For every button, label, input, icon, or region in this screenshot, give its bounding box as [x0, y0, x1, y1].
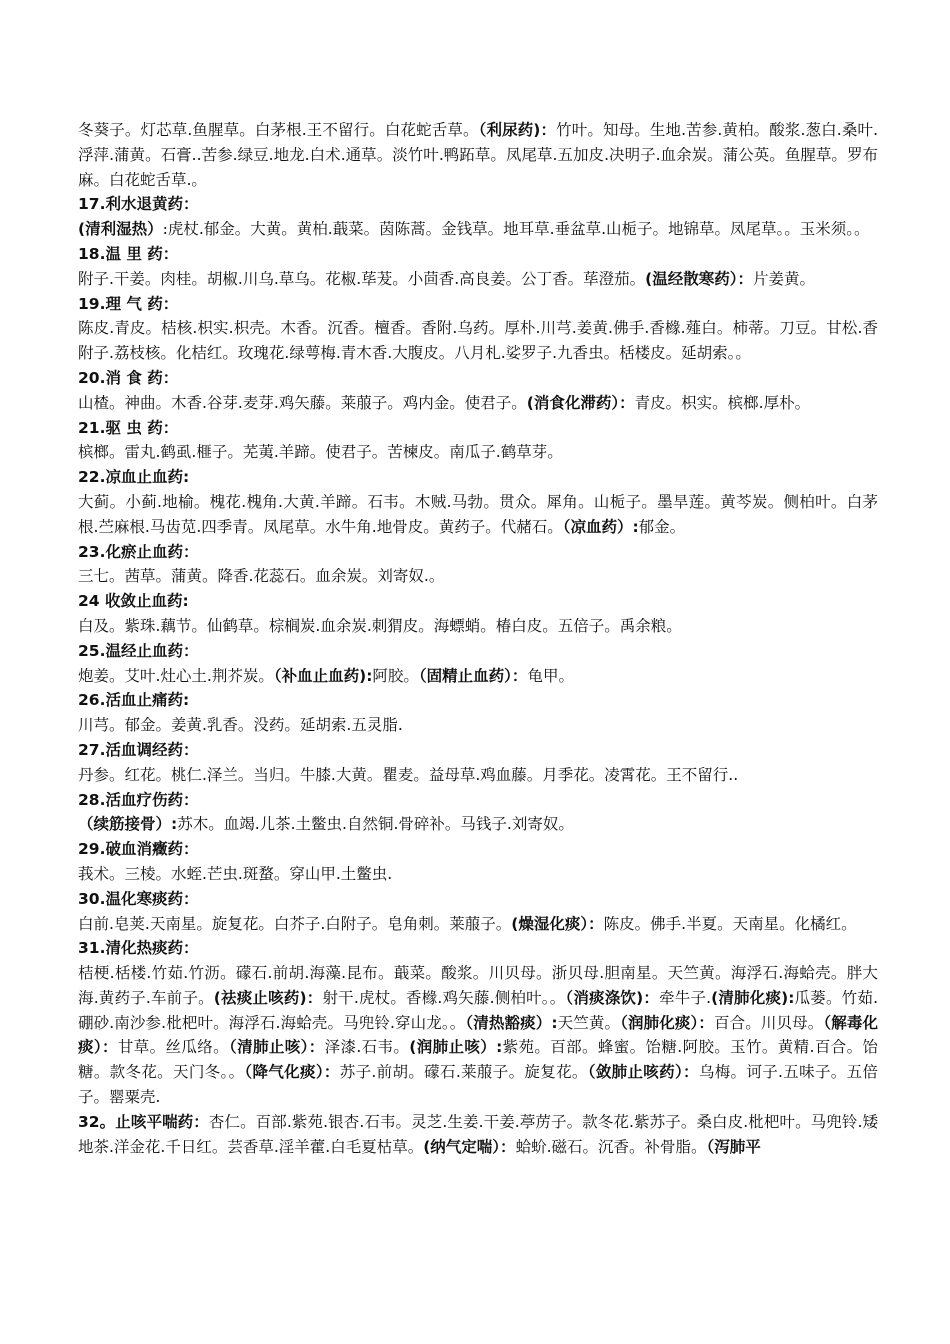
- body-text: 乌梅。诃子.五味子。五倍子。罂粟壳.: [78, 1063, 878, 1107]
- body-text: 丹参。红花。桃仁.泽兰。当归。牛膝.大黄。瞿麦。益母草.鸡血藤。月季花。凌霄花。王不留行..: [78, 765, 739, 784]
- section-body: [78, 812, 878, 837]
- section-heading: 19.理 气 药：: [78, 294, 179, 313]
- body-text: 蛤蚧.磁石。沉香。补骨脂。: [515, 1137, 707, 1156]
- bold-term: 32。止咳平喘药：: [78, 1112, 209, 1131]
- section-body: [78, 564, 878, 589]
- body-text: 龟甲。: [527, 666, 574, 685]
- section-body: [78, 713, 878, 738]
- body-text: :虎杖.郁金。大黄。黄柏.蕺菜。茵陈蒿。金钱草。地耳草.垂盆草.山栀子。地锦草。凤尾草。。玉米须。。: [162, 220, 870, 239]
- section-heading: 22.凉血止血药:: [78, 468, 190, 487]
- section-body: [78, 763, 878, 788]
- bold-term: （消痰涤饮)：: [565, 988, 660, 1007]
- body-text: 紫苑。百部。蜂蜜。饴糖.阿胶。玉竹。黄精.百合。饴糖。款冬花。天门冬。。: [78, 1038, 878, 1082]
- body-text: 郁金。: [638, 517, 686, 536]
- bold-term: （续筋接骨）:: [78, 815, 178, 834]
- body-text: 白前.皂荚.天南星。旋复花。白芥子.白附子。皂角刺。莱菔子。: [78, 914, 512, 933]
- section-body: [78, 217, 878, 242]
- section-heading: 24 收敛止血药:: [78, 592, 189, 611]
- section-body: [78, 490, 878, 540]
- body-text: 苏子.前胡。礞石.莱菔子。旋复花。: [339, 1063, 588, 1082]
- bold-term: （清热豁痰）:: [465, 1013, 558, 1032]
- body-text: 山楂。神曲。木香.谷芽.麦芽.鸡矢藤。莱菔子。鸡内金。使君子。: [78, 393, 527, 412]
- section-body: [78, 1110, 878, 1160]
- body-text: 陈皮。佛手.半夏。天南星。化橘红。: [603, 914, 857, 933]
- bold-term: （利尿药)：: [478, 121, 557, 139]
- body-text: 泽漆.石韦。: [324, 1038, 410, 1057]
- section-heading: 29.破血消癥药：: [78, 840, 199, 859]
- body-text: 附子.干姜。肉桂。胡椒.川乌.草乌。花椒.荜茇。小茴香.高良姜。公丁香。荜澄茄。: [78, 269, 646, 288]
- body-text: 天竺黄。: [557, 1013, 621, 1032]
- bold-term: (清利湿热）: [78, 220, 163, 239]
- body-text: 冬葵子。灯芯草.鱼腥草。白茅根.王不留行。白花蛇舌草。: [78, 121, 479, 139]
- body-text: 瓜蒌。竹茹.硼砂.南沙参.枇杷叶。海浮石.海蛤壳。马兜铃.穿山龙。。: [78, 988, 878, 1032]
- bold-term: （固精止血药）：: [418, 666, 528, 685]
- section-body: [78, 118, 878, 192]
- section-body: [78, 316, 878, 366]
- body-text: 竹叶。知母。生地.苦参.黄柏。酸浆.葱白.桑叶.浮萍.蒲黄。石膏..苦参.绿豆.地龙.白术.通草。淡竹叶.鸭跖草。凤尾草.五加皮.决明子.血余炭。蒲公英。鱼腥草。罗布麻。白花蛇舌草.。: [78, 121, 879, 189]
- section-body: [78, 961, 878, 1110]
- section-heading: 21.驱 虫 药：: [78, 418, 179, 437]
- section-body: [78, 862, 878, 887]
- section-heading: 30.温化寒痰药：: [78, 889, 199, 908]
- body-text: 片姜黄。: [752, 269, 815, 288]
- bold-term: (温经散寒药）：: [645, 269, 753, 288]
- body-text: 槟榔。雷丸.鹤虱.榧子。芜荑.羊蹄。使君子。苦楝皮。南瓜子.鹤草芽。: [78, 443, 563, 462]
- section-body: [78, 614, 878, 639]
- body-text: 甘草。丝瓜络。: [117, 1038, 229, 1057]
- body-text: 苏木。血竭.儿茶.土鳖虫.自然铜.骨碎补。马钱子.刘寄奴。: [177, 815, 574, 834]
- body-text: 川芎。郁金。姜黄.乳香。没药。延胡索.五灵脂.: [78, 716, 403, 735]
- section-heading: 25.温经止血药：: [78, 641, 199, 660]
- body-text: 白及。紫珠.藕节。仙鹤草。棕榈炭.血余炭.刺猬皮。海螵蛸。椿白皮。五倍子。禹余粮。: [78, 616, 682, 635]
- bold-term: （降气化痰）：: [244, 1063, 340, 1082]
- section-heading: 18.温 里 药：: [78, 244, 179, 263]
- bold-term: （清肺止咳）：: [228, 1038, 325, 1057]
- body-text: 牵牛子.: [659, 988, 712, 1007]
- section-heading: 27.活血调经药：: [78, 740, 199, 759]
- section-body: [78, 664, 878, 689]
- body-text: 射干.虎杖。香橼.鸡矢藤.侧柏叶。。: [322, 988, 566, 1007]
- body-text: 桔梗.栝楼.竹茹.竹沥。礞石.前胡.海藻.昆布。蕺菜。酸浆。川贝母。浙贝母.胆南星。天竺黄。海浮石.海蛤壳。胖大海.黄药子.车前子。: [78, 964, 878, 1007]
- bold-term: (祛痰止咳药)：: [213, 988, 323, 1007]
- body-text: 陈皮.青皮。桔核.枳实.枳壳。木香。沉香。檀香。香附.乌药。厚朴.川芎.姜黄.佛手.香橼.薤白。柿蒂。刀豆。甘松.香附子.荔枝核。化桔红。玫瑰花.绿萼梅.青木香.大腹皮。八月札.娑罗子.九香虫。栝楼皮。延胡索。。: [78, 319, 878, 363]
- body-text: 炮姜。艾叶.灶心土.荆芥炭。: [78, 666, 274, 685]
- section-heading: 31.清化热痰药：: [78, 939, 199, 958]
- section-heading: 28.活血疗伤药：: [78, 790, 199, 809]
- body-text: 大蓟。小蓟.地榆。槐花.槐角.大黄.羊蹄。石韦。木贼.马勃。贯众。犀角。山栀子。墨旱莲。黄芩炭。侧柏叶。白茅根.苎麻根.马齿苋.四季青。凤尾草。水牛角.地骨皮。黄药子。代赭石。: [78, 492, 878, 536]
- section-heading: 26.活血止痛药:: [78, 691, 190, 710]
- bold-term: (清肺化痰):: [711, 988, 795, 1007]
- section-body: [78, 912, 878, 937]
- section-body: [78, 267, 878, 292]
- bold-term: （补血止血药):: [273, 666, 373, 685]
- body-text: 青皮。枳实。槟榔.厚朴。: [634, 393, 811, 412]
- section-heading: 23.化瘀止血药：: [78, 542, 199, 561]
- bold-term: (润肺止咳）:: [409, 1038, 503, 1057]
- body-text: 莪术。三棱。水蛭.芒虫.斑蝥。穿山甲.土鳖虫.: [78, 864, 393, 883]
- body-text: 杏仁。百部.紫苑.银杏.石韦。灵芝.生姜.干姜.葶苈子。款冬花.紫苏子。桑白皮.枇杷叶。马兜铃.矮地茶.洋金花.千日红。芸香草.淫羊藿.白毛夏枯草。: [78, 1112, 878, 1156]
- body-text: 百合。川贝母。: [714, 1013, 824, 1032]
- document-page: [78, 118, 878, 1159]
- bold-term: （解毒化痰）：: [78, 1013, 878, 1057]
- body-text: 阿胶。: [372, 666, 419, 685]
- section-body: [78, 391, 878, 416]
- section-heading: 17.利水退黄药：: [78, 195, 199, 214]
- bold-term: （敛肺止咳药）：: [587, 1063, 699, 1082]
- section-heading: 20.消 食 药：: [78, 368, 179, 387]
- body-text: 三七。茜草。蒲黄。降香.花蕊石。血余炭。刘寄奴.。: [78, 567, 445, 586]
- bold-term: (消食化滞药）：: [526, 393, 635, 412]
- bold-term: （泻肺平: [706, 1137, 761, 1156]
- bold-term: （润肺化痰）：: [620, 1013, 714, 1032]
- section-body: [78, 440, 878, 465]
- bold-term: (燥湿化痰）：: [511, 914, 604, 933]
- bold-term: （凉血药）:: [562, 517, 639, 536]
- bold-term: (纳气定喘）：: [423, 1137, 516, 1156]
